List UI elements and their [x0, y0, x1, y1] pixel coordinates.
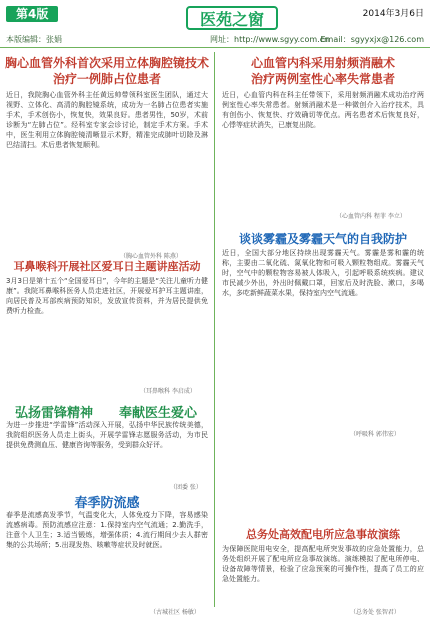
header-subbar — [0, 33, 430, 48]
article-1-credit: （胸心血管外科 陈燕） — [120, 253, 182, 260]
article-5-subtitle: 奉献医生爱心 — [118, 406, 197, 421]
email-label: Email：sgyyxjx@126.com — [320, 35, 424, 44]
article-1-body: 近日，我院胸心血管外科主任黄远帅带领科室医生团队，通过大视野、立体化、高清的胸腔镜系统，成功为一名肺占位患者实施手术，手术创伤小，恢复快，效果良好。患者男性，50岁，术前诊断为“左肺占位”。经科室专家会诊讨论，制定手术方案。手术中，医生利用立体胸腔镜清晰显示术野，精准完成肺叶切除及淋巴结清扫。术后患者恢复顺利。 — [6, 91, 208, 149]
article-5-credit: （团委 张） — [170, 484, 202, 491]
article-3-body: 3月3日是第十五个“全国爱耳日”，今年的主题是“关注儿童听力健康”。我院耳鼻喉科医务人员走进社区，开展爱耳护耳主题讲座，向居民普及耳部疾病预防知识，发放宣传资料，并为居民提供免费听力检查。 — [6, 277, 208, 315]
article-4-title: 谈谈雾霾及雾霾天气的自我防护 — [238, 232, 407, 246]
article-6-body: 春季是流感高发季节，气温变化大，人体免疫力下降，容易感染流感病毒。预防流感应注意：1.保持室内空气流通；2.勤洗手，注意个人卫生；3.适当锻炼，增强体质；4.流行期间少去人群密集的公共场所；5.出现发热、咳嗽等症状及时就医。 — [6, 511, 208, 549]
article-5-body: 为进一步推进“学雷锋”活动深入开展，弘扬中华民族传统美德，我院组织医务人员走上街头，开展学雷锋志愿服务活动，为市民提供免费测血压、健康咨询等服务，受到群众好评。 — [6, 421, 208, 449]
article-7-title: 总务处高效配电所应急事故演练 — [246, 528, 400, 541]
article-1-title: 胸心血管外科首次采用立体胸腔镜技术 — [4, 56, 209, 70]
masthead-title: 医苑之窗 — [186, 6, 278, 30]
article-3-credit: （耳鼻喉科 李启成） — [140, 388, 196, 395]
article-2-title: 心血管内科采用射频消融术 — [250, 56, 395, 70]
article-4-body: 近日，全国大部分地区持续出现雾霾天气。雾霾是雾和霾的统称，主要由二氧化硫、氮氧化物和可吸入颗粒物组成。雾霾天气时，空气中的颗粒物容易被人体吸入，引起呼吸系统疾病。建议市民减少外出，外出时佩戴口罩，回家后及时洗脸、漱口，多喝水，多吃新鲜蔬菜水果，保持室内空气流通。 — [222, 249, 424, 297]
article-6-credit: （古城社区 杨敏） — [150, 609, 200, 616]
article-2-subtitle: 治疗两例室性心率失常患者 — [250, 72, 395, 86]
article-4-credit: （呼吸科 郭伟宏） — [350, 431, 400, 438]
article-2-credit: （心血管内科 程菲 李立） — [336, 213, 406, 220]
article-3-title: 耳鼻喉科开展社区爱耳日主题讲座活动 — [13, 260, 201, 273]
article-7-credit: （总务处 张智君） — [350, 609, 400, 616]
article-2-body: 近日，心血管内科在科主任带领下，采用射频消融术成功治疗两例室性心率失常患者。射频消融术是一种微创介入治疗技术，具有创伤小、恢复快、疗效确切等优点。两名患者术后恢复良好，心悸等症状消失，已康复出院。 — [222, 91, 424, 129]
article-6-title: 春季防流感 — [74, 496, 140, 511]
article-7-body: 为保障医院用电安全，提高配电所突发事故的应急处置能力，总务处组织开展了配电所应急事故演练。演练模拟了配电所停电、设备故障等情景，检验了应急预案的可操作性，提高了员工的应急处置能力。 — [222, 545, 424, 583]
article-1-subtitle: 治疗一例肺占位患者 — [52, 72, 161, 86]
issue-date: 2014年3月6日 — [362, 9, 424, 19]
article-5-title: 弘扬雷锋精神 — [14, 406, 93, 421]
url-label: 网址：http://www.sgyy.com.cn — [210, 35, 330, 44]
edition-label: 第4版 — [6, 6, 58, 22]
column-divider — [214, 52, 215, 607]
editor-label: 本版编辑：张娟 — [6, 35, 62, 44]
